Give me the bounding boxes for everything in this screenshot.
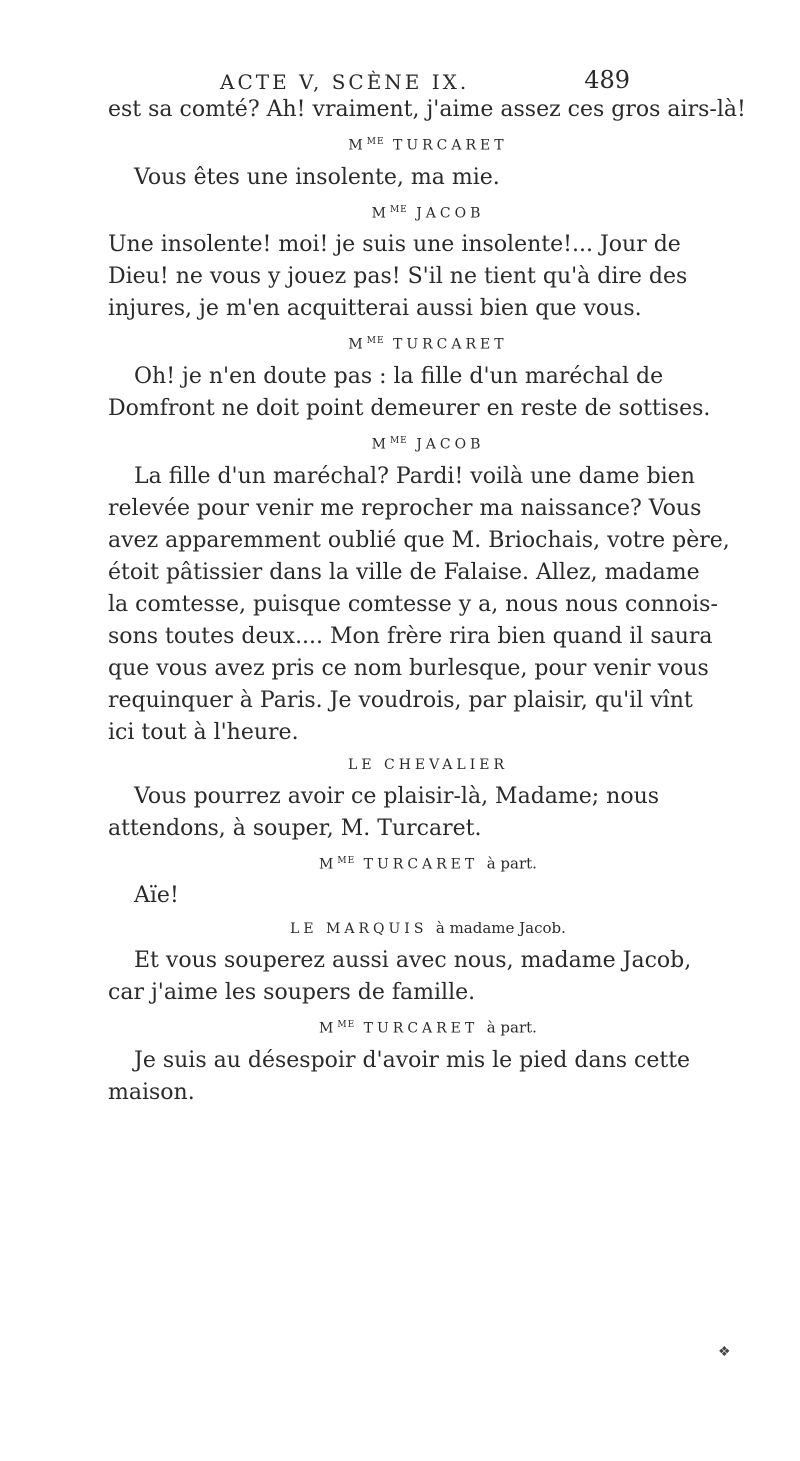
stage-direction: à part.	[486, 1018, 537, 1037]
text-line: Et vous souperez aussi avec nous, madame Jacob,	[134, 948, 692, 974]
speaker-mme-turcaret-aside: $M^{ME}$ TURCARET à part.	[319, 1018, 537, 1037]
stage-direction: à part.	[486, 854, 537, 873]
speaker-mme-jacob: $M^{ME}$ JACOB	[371, 435, 485, 453]
page-number: 489	[584, 66, 630, 94]
text-line: sons toutes deux.... Mon frère rira bien quand il saura	[108, 623, 713, 649]
text-line: La fille d'un maréchal? Pardi! voilà une dame bien	[134, 463, 695, 489]
text-line: Une insolente! moi! je suis une insolente!... Jour de	[108, 232, 681, 258]
text-line: injures, je m'en acquitterai aussi bien que vous.	[108, 296, 642, 322]
text-line: Oh! je n'en doute pas : la fille d'un maréchal de	[134, 363, 664, 389]
text-line: attendons, à souper, M. Turcaret.	[108, 815, 482, 841]
text-line: Vous pourrez avoir ce plaisir-là, Madame; nous	[134, 783, 660, 809]
speaker-mme-turcaret-aside: $M^{ME}$ TURCARET à part.	[319, 854, 537, 873]
text-line: est sa comté? Ah! vraiment, j'aime assez ces gros airs-là!	[108, 97, 746, 122]
text-line: car j'aime les soupers de famille.	[108, 980, 476, 1006]
speaker-chevalier: LE CHEVALIER	[348, 756, 508, 773]
running-head	[220, 66, 630, 94]
text-line: relevée pour venir me reprocher ma naissance? Vous	[108, 495, 702, 521]
text-line: étoit pâtissier dans la ville de Falaise. Allez, madame	[108, 559, 700, 585]
text-line: la comtesse, puisque comtesse y a, nous nous connois-	[108, 591, 718, 617]
text-line: maison.	[108, 1079, 195, 1105]
text-line: Domfront ne doit point demeurer en reste de sottises.	[108, 395, 711, 421]
text-line: Vous êtes une insolente, ma mie.	[134, 164, 500, 190]
running-title: ACTE V, SCÈNE IX.	[220, 70, 470, 94]
play-text	[108, 94, 748, 1109]
text-line: que vous avez pris ce nom burlesque, pour venir vous	[108, 655, 709, 681]
speaker-marquis: LE MARQUIS à madame Jacob.	[290, 919, 566, 938]
text-line: ici tout à l'heure.	[108, 719, 299, 745]
text-line: requinquer à Paris. Je voudrois, par plaisir, qu'il vînt	[108, 687, 693, 713]
text-line: Aïe!	[134, 883, 179, 909]
speaker-mme-jacob: $M^{ME}$ JACOB	[371, 204, 485, 222]
stage-direction: à madame Jacob.	[435, 919, 566, 938]
text-line: Je suis au désespoir d'avoir mis le pied dans cette	[134, 1047, 691, 1073]
speaker-mme-turcaret: $M^{ME}$ TURCARET	[348, 137, 508, 154]
text-line: Dieu! ne vous y jouez pas! S'il ne tient qu'à dire des	[108, 264, 688, 290]
printer-mark-icon: ❖	[718, 1344, 731, 1360]
text-line: avez apparemment oublié que M. Briochais, votre père,	[108, 527, 730, 553]
speaker-mme-turcaret: $M^{ME}$ TURCARET	[348, 336, 508, 353]
